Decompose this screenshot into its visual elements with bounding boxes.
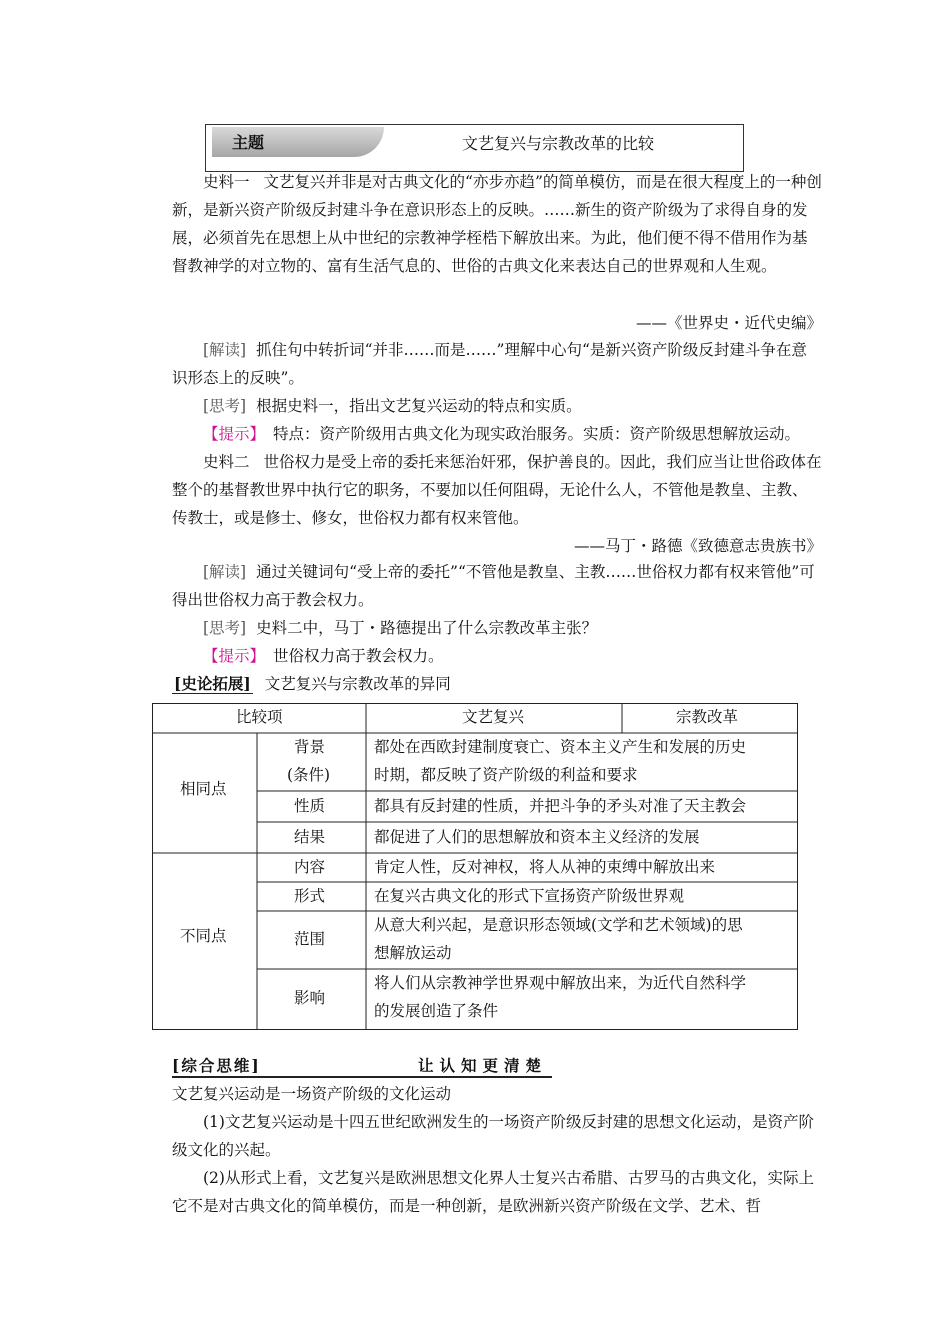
row-item: 背景 xyxy=(294,738,326,756)
row-content: 时期，都反映了资产阶级的利益和要求 xyxy=(374,766,638,784)
reading1-label: [解读] xyxy=(203,341,247,359)
row-content: 将人们从宗教神学世界观中解放出来，为近代自然科学 xyxy=(374,974,747,992)
hint1-text: 特点：资产阶级用古典文化为现实政治服务。实质：资产阶级思想解放运动。 xyxy=(273,425,801,443)
row-content: 都处在西欧封建制度衰亡、资本主义产生和发展的历史 xyxy=(374,738,747,756)
reading2-label: [解读] xyxy=(203,563,247,581)
think1-text: 根据史料一，指出文艺复兴运动的特点和实质。 xyxy=(256,397,582,415)
think1-label: [思考] xyxy=(203,397,247,415)
think1-paragraph xyxy=(172,392,822,420)
row-item: (条件) xyxy=(287,766,331,784)
table-header-renaissance: 文艺复兴 xyxy=(462,708,525,726)
row-content: 想解放运动 xyxy=(374,944,452,962)
row-content: 都具有反封建的性质，并把斗争的矛头对准了天主教会 xyxy=(374,797,747,815)
row-content: 都促进了人们的思想解放和资本主义经济的发展 xyxy=(374,828,700,846)
row-item: 内容 xyxy=(294,858,326,876)
synthesis-point-2: (2)从形式上看，文艺复兴是欧洲思想文化界人士复兴古希腊、古罗马的古典文化，实际上它不是对古典文化的简单模仿，而是一种创新，是欧洲新兴资产阶级在文学、艺术、哲 xyxy=(172,1169,814,1215)
row-content: 从意大利兴起，是意识形态领域(文学和艺术领域)的思 xyxy=(374,916,743,934)
reading1-text: 抓住句中转折词“并非……而是……”理解中心句“是新兴资产阶级反封建斗争在意识形态上的反映”。 xyxy=(172,341,807,387)
table-header-reformation: 宗教改革 xyxy=(676,708,739,726)
hint1-label: 【提示】 xyxy=(203,425,266,443)
source1-paragraph xyxy=(172,168,822,280)
row-item: 影响 xyxy=(294,989,326,1007)
row-item: 形式 xyxy=(294,887,326,905)
row-content: 的发展创造了条件 xyxy=(374,1002,499,1020)
source1-text: 文艺复兴并非是对古典文化的“亦步亦趋”的简单模仿，而是在很大程度上的一种创新，是新兴资产阶级反封建斗争在意识形态上的反映。……新生的资产阶级为了求得自身的发展，必须首先在思想上从中世纪的宗教神学桎梏下解放出来。为此，他们便不得不借用作为基督教神学的对立物的、富有生活气息的、世俗的古典文化来表达自己的世界观和人生观。 xyxy=(172,173,822,275)
comparison-table xyxy=(152,703,798,1030)
source2-paragraph xyxy=(172,448,822,532)
synthesis-heading: 文艺复兴运动是一场资产阶级的文化运动 xyxy=(172,1085,452,1103)
group-different: 不同点 xyxy=(180,927,227,945)
extension-heading: [史论拓展] 文艺复兴与宗教改革的异同 xyxy=(174,674,451,693)
think2-paragraph xyxy=(172,614,822,642)
row-item: 范围 xyxy=(294,930,326,948)
row-content: 肯定人性，反对神权，将人从神的束缚中解放出来 xyxy=(374,858,716,876)
table-header-item: 比较项 xyxy=(236,708,283,726)
reading2-text: 通过关键词句“受上帝的委托”“不管他是教皇、主教……世俗权力都有权来管他”可得出世俗权力高于教会权力。 xyxy=(172,563,815,609)
row-item: 性质 xyxy=(294,797,326,815)
synthesis-tag: [综合思维] xyxy=(172,1056,261,1075)
source2-text: 世俗权力是受上帝的委托来惩治奸邪，保护善良的。因此，我们应当让世俗政体在整个的基督教世界中执行它的职务，不要加以任何阻碍，无论什么人，不管他是教皇、主教、传教士，或是修士、修女，世俗权力都有权来管他。 xyxy=(172,453,822,527)
hint2-text: 世俗权力高于教会权力。 xyxy=(273,647,444,665)
synthesis-point-1: (1)文艺复兴运动是十四五世纪欧洲发生的一场资产阶级反封建的思想文化运动，是资产阶级文化的兴起。 xyxy=(172,1113,814,1159)
source2-label: 史料二 xyxy=(203,453,250,471)
source2-citation: ——马丁・路德《致德意志贵族书》 xyxy=(573,537,822,555)
synthesis-slogan: 让认知更清楚 xyxy=(418,1056,548,1075)
group-same: 相同点 xyxy=(180,780,227,798)
think2-text: 史料二中，马丁・路德提出了什么宗教改革主张？ xyxy=(256,619,598,637)
synthesis-header xyxy=(172,1054,552,1078)
row-content: 在复兴古典文化的形式下宣扬资产阶级世界观 xyxy=(374,887,685,905)
hint2-paragraph xyxy=(172,642,822,670)
reading1-paragraph xyxy=(172,336,822,392)
source1-citation: ——《世界史・近代史编》 xyxy=(635,314,822,332)
topic-title: 文艺复兴与宗教改革的比较 xyxy=(462,134,655,153)
source1-label: 史料一 xyxy=(203,173,250,191)
think2-label: [思考] xyxy=(203,619,247,637)
reading2-paragraph xyxy=(172,558,822,614)
topic-tab-label: 主题 xyxy=(232,133,265,152)
extension-title: 文艺复兴与宗教改革的异同 xyxy=(264,675,451,693)
hint1-paragraph xyxy=(172,420,832,448)
hint2-label: 【提示】 xyxy=(203,647,266,665)
row-item: 结果 xyxy=(294,828,326,846)
extension-tag: 史论拓展 xyxy=(181,674,244,693)
